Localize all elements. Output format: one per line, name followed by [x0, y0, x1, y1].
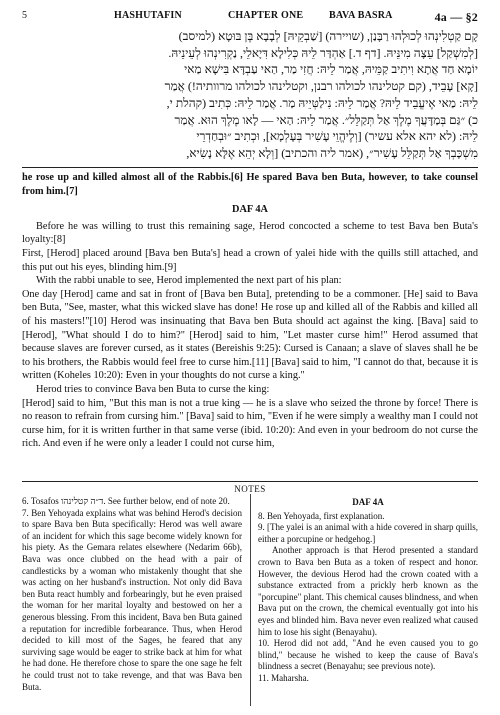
note: 9. [The yalei is an animal with a hide covered in sharp quills, either a porcupine or hedgehog.] [258, 522, 478, 544]
section-divider [22, 167, 478, 168]
notes-title: NOTES [234, 484, 266, 494]
english-paragraph: Herod tries to convince Bava ben Buta to curse the king: [36, 383, 270, 395]
english-translation [22, 171, 478, 451]
hebrew-line: כ) ״גַּם בְּמַדָּעֲךָ מֶלֶךְ אַל תְּקַלֵּל״. אֲמַר לֵיהּ: הַאי — לָאו מֶלֶךְ הוּא. אֲמַר [174, 112, 478, 127]
hebrew-line: קָם קַטְלִינְהוּ לְכוּלְהוּ רַבָּנַן, (שויירה) [שַׁבְקֵיהּ] לְבָבָא בֶּן בּוּטָא (למיסב) [178, 29, 478, 43]
note: 6. Tosafos ד״ה קטלינהו. See further below, end of note 20. [22, 496, 230, 506]
notes-left-column [22, 496, 242, 693]
note: 8. Ben Yehoyada, first explanation. [258, 510, 385, 521]
daf-heading: DAF 4A [232, 204, 268, 216]
notes-daf-heading: DAF 4A [352, 497, 384, 507]
page-number: 5 [22, 10, 28, 21]
masechta-title: BAVA BASRA [329, 10, 393, 21]
hebrew-line: יוֹמָא חַד אֲתָא וִיתִיב קַמֵּיהּ, אֲמַר לֵיהּ: חֲזִי מַר, הַאי עַבְדָּא בִּישָׁא מַאי [184, 62, 478, 77]
hebrew-gemara-text [82, 28, 478, 162]
running-header [22, 10, 478, 24]
column-separator [250, 494, 251, 706]
hebrew-line: [לְמִשְׁקַל] עֵצָה מִינֵּיהּ. [דף ד.] אַהְדַּר לֵיהּ כְּלִילָא דִּיָאלֵי, נַקְרִינְהוּ לְעֵינֵיהּ. [168, 45, 478, 60]
english-paragraph: [Herod] said to him, "But this man is not a true king — he is a slave who seized the throne by force! There is no reason to refrain from cursing him." [Bava] said to him, "Even if he were simply a wealthy man I could not curse him, for it is written further in that same verse (ibid. 10:20): And even in your bedroom do not curse the rich. And even if he were only a leader I could not curse him, [22, 397, 478, 450]
notes-right-column [258, 496, 478, 685]
english-paragraph: First, [Herod] placed around [Bava ben Buta's] head a crown of yalei hide with the quills still attached, and this put out his eyes, blinding him.[9] [22, 247, 478, 273]
top-paragraph: he rose up and killed almost all of the Rabbis.[6] He spared Bava ben Buta, however, to take counsel from him.[7] [22, 172, 478, 197]
note: 11. Maharsha. [258, 672, 309, 683]
hebrew-line: לֵיהּ: (לא יהא אלא עשיר) [וְלֶיהֱוֵי עָשִׁיר בְּעָלְמָא], וּכְתִיב ״וּבְחַדְרֵי [196, 129, 478, 144]
tractate-title: HASHUTAFIN [114, 10, 182, 21]
note: Another approach is that Herod presented a standard crown to Bava ben Buta as a token of respect and honor. However, the devious Herod had the crown coated with a substance extracted from a prickly herb known as the "porcupine" plant. This chemical causes blindness, and when Bava put on the crown, the chemical eventually got into his eyes and blinded him. Bava never even realized what caused him to lose his sight (Benayahu). [258, 545, 478, 637]
chapter-title: CHAPTER ONE [228, 10, 304, 21]
hebrew-line: מִשְׁכָּבְךָ אַל תְּקַלֵּל עָשִׁיר״, (אמר ליה והכתיב) [וְלָא יְהֵא אֶלָּא נָשִׂיא, [186, 145, 478, 160]
english-paragraph: With the rabbi unable to see, Herod implemented the next part of his plan: [36, 275, 342, 287]
hebrew-line: [קָא] עָבֵיד, (קם קטלינהו לכולהו רבנן, וקטלינהו לכולהו מרוותיה!) אֲמַר [164, 79, 478, 94]
note: 10. Herod did not add, "And he even caused you to go blind," because he wished to keep the cause of Bava's blindness a secret (Benayahu; see previous note). [258, 638, 478, 672]
hebrew-line: לֵיהּ: מַאי אֶיעֱבֵיד לֵיהּ? אֲמַר לֵיהּ: נִילַטְּיֵיהּ מַר. אֲמַר לֵיהּ: כְּתִיב (קהלת י, [166, 95, 478, 110]
note: 7. Ben Yehoyada explains what was behind Herod's decision to spare Bava ben Buta specifically: Herod was well aware of an incident for which this sage become widely known for his piety. As the Gemara relates elsewhere (Nedarim 66b), Bava was once clubbed on the head with a pair of candlesticks by a woman who mistakenly thought that she was acting on her husband's instruction. Not only did Bava ben Buta react humbly and forbearingly, but he even praised the woman for her marital loyalty and bestowed on her a generous blessing. From this incident, Bava ben Buta gained a reputation for incredible forbearance. Thus, when Herod decided to kill most of the Sages, he feared that any surviving sage would be eager to strike back at him for what he had done. He therefore chose to spare the one sage he felt he could trust not to take revenge, and that was Bava ben Buta. [22, 507, 242, 692]
daf-reference: 4a — §2 [434, 10, 478, 24]
english-paragraph: Before he was willing to trust this remaining sage, Herod concocted a scheme to test Bava ben Buta's loyalty:[8] [22, 220, 478, 246]
english-paragraph: One day [Herod] came and sat in front of [Bava ben Buta], pretending to be a commoner. [He] said to Bava ben Buta, "See, master, what this wicked slave has done! He rose up and killed all of the Rabbis and killed all of his masters!"[10] Herod was insinuating that Bava ben Buta should act against the king. [Bava] said to [Herod], "What should I do to him?" [Herod] said to him, "Let master curse him!" Herod assumed that because slaves are forever cursed, as it states (Bereishis 9:25): Cursed is Canaan; a slave of slaves shall he be to his brothers, the Rabbis would feel free to curse him.[11] [Bava] said to him, "I cannot do that, because it is written (Koheles 10:20): Even in your thoughts do not curse a king." [22, 288, 478, 382]
notes-divider [22, 481, 478, 482]
